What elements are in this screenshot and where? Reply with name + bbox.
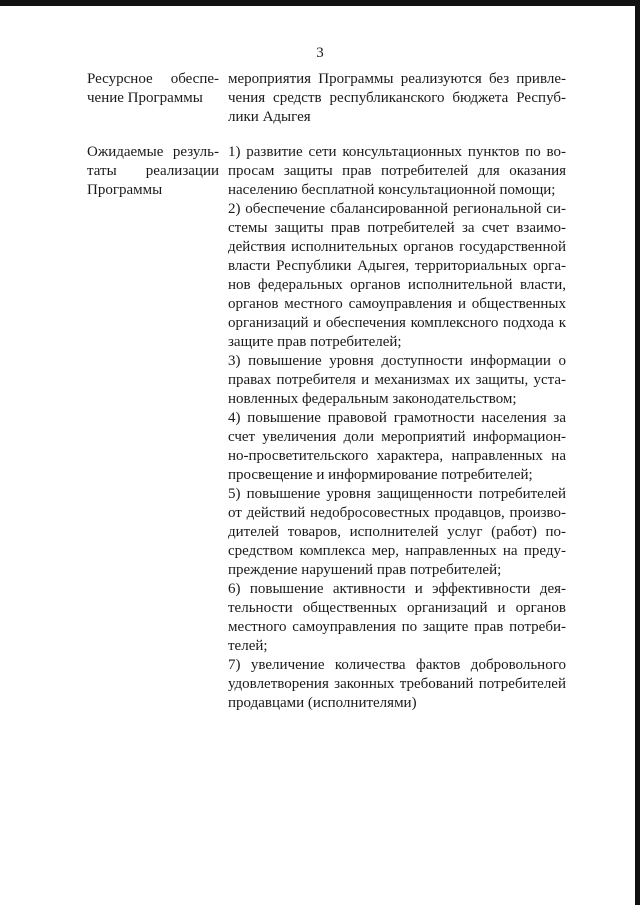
resource-value-line: лики Адыгея [228,109,311,125]
results-value-line: телей; [228,638,268,654]
results-value-line: органов местного самоуправления и общественных [228,296,566,312]
results-value-line: 4) повышение правовой грамотности населения за [228,410,566,426]
results-value-line: стемы защиты прав потребителей за счет взаимо- [228,220,566,236]
results-value-line: но-просветительского характера, направленных на [228,448,566,464]
results-value-line: просвещение и информирование потребителей; [228,467,533,483]
resource-value-line: мероприятия Программы реализуются без привле- [228,71,566,87]
results-value-line: просам защиты прав потребителей для оказания [228,163,566,179]
results-value-line: 3) повышение уровня доступности информации о [228,353,566,369]
resource-value-line: чения средств республиканского бюджета Респуб- [228,90,566,106]
results-value-line: правах потребителя и механизмах их защиты, уста- [228,372,566,388]
results-value-line: действия исполнительных органов государственной [228,239,566,255]
results-value-line: дителей товаров, исполнителей услуг (работ) по- [228,524,566,540]
results-value-line: местного самоуправления по защите прав потреби- [228,619,566,635]
results-value-line: от действий недобросовестных продавцов, произво- [228,505,566,521]
results-value-line: организаций и обеспечения комплексного подхода к [228,315,566,331]
results-label-line: таты реализации [87,163,219,179]
resource-label-line: чение Программы [87,90,203,106]
scan-edge-right [635,0,640,905]
results-value-line: новленных федеральным законодательством; [228,391,517,407]
results-value-line: тельности общественных организаций и органов [228,600,566,616]
results-value-line: преждение нарушений прав потребителей; [228,562,502,578]
results-label [87,143,219,200]
results-value [228,143,566,713]
results-value-line: продавцами (исполнителями) [228,695,417,711]
results-value-line: удовлетворения законных требований потребителей [228,676,566,692]
resource-value [228,70,566,127]
results-value-line: населению бесплатной консультационной помощи; [228,182,556,198]
results-value-line: счет увеличения доли мероприятий информацион- [228,429,566,445]
results-value-line: защите прав потребителей; [228,334,402,350]
results-value-line: 6) повышение активности и эффективности дея- [228,581,566,597]
resource-label [87,70,219,108]
results-label-line: Ожидаемые резуль- [87,144,219,160]
results-value-line: власти Республики Адыгея, территориальных орга- [228,258,566,274]
results-value-line: 5) повышение уровня защищенности потребителей [228,486,566,502]
page-number: 3 [316,45,324,61]
results-value-line: 7) увеличение количества фактов добровольного [228,657,566,673]
results-label-line: Программы [87,182,163,198]
results-value-line: 1) развитие сети консультационных пунктов по во- [228,144,566,160]
resource-label-line: Ресурсное обеспе- [87,71,219,87]
results-value-line: 2) обеспечение сбалансированной региональной си- [228,201,566,217]
results-value-line: нов федеральных органов исполнительной власти, [228,277,566,293]
scan-edge-top [0,0,640,6]
results-value-line: средством комплекса мер, направленных на преду- [228,543,566,559]
